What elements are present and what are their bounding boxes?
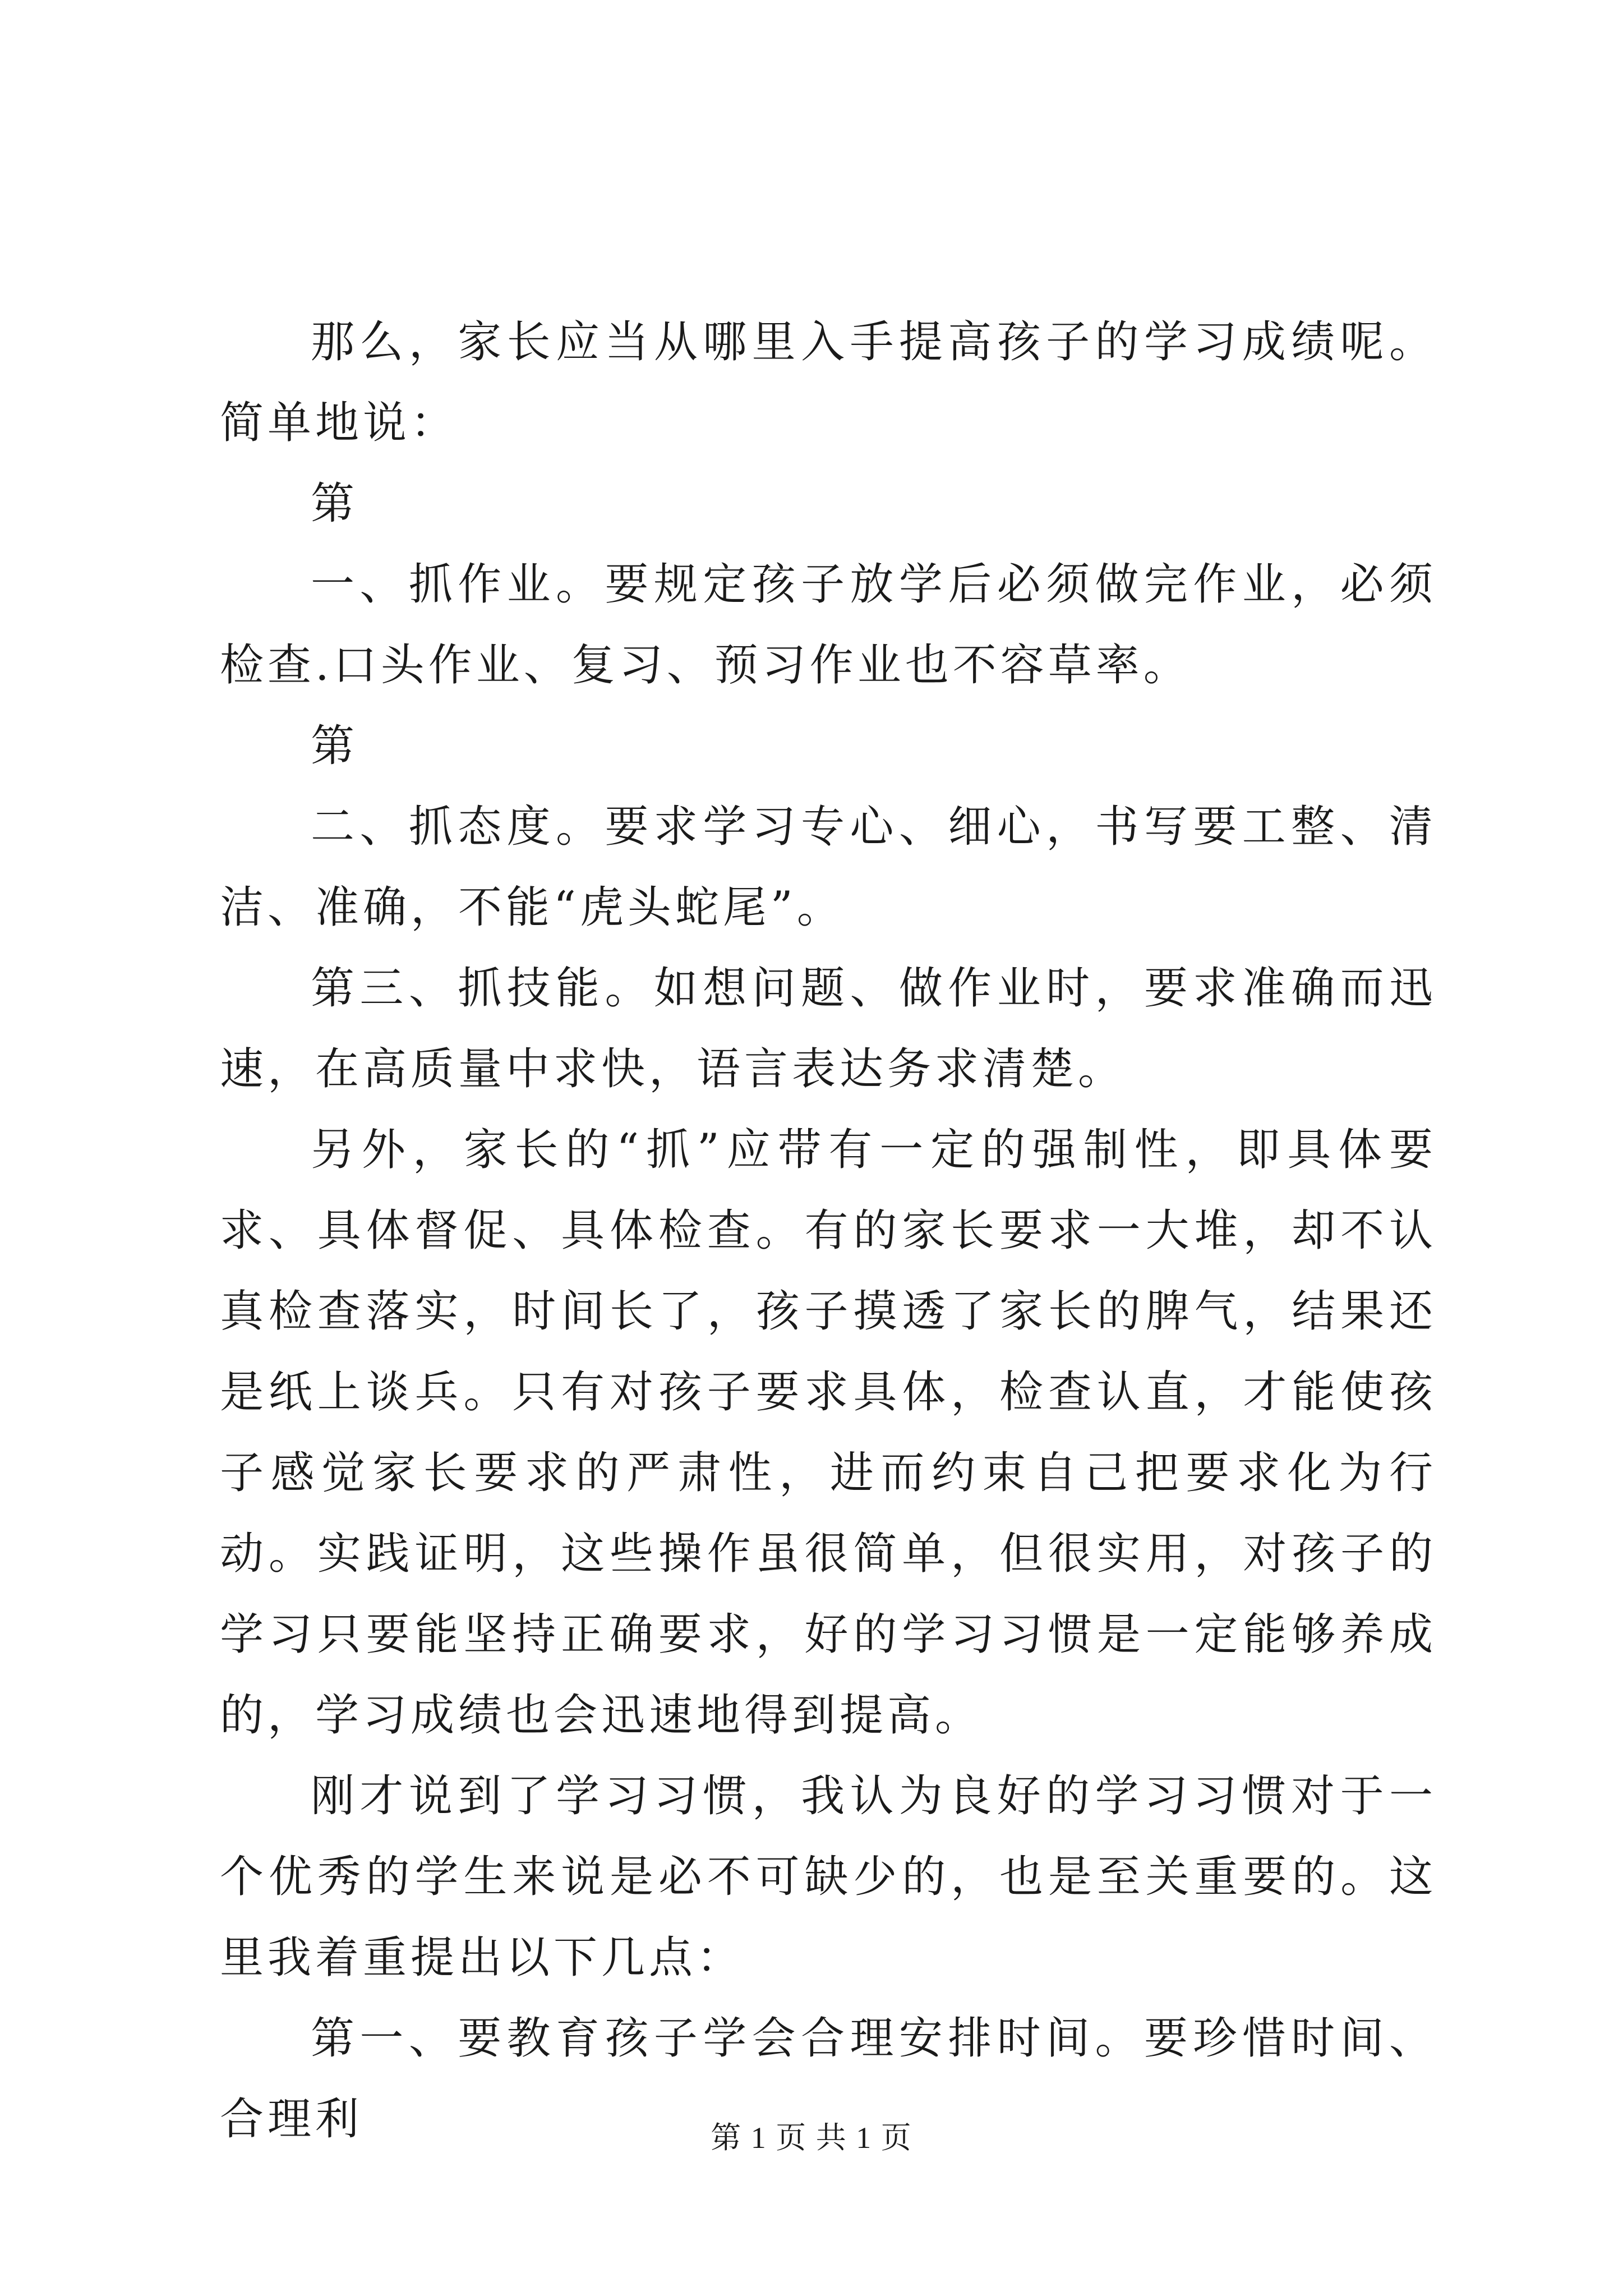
paragraph-skills: 第三、抓技能。如想问题、做作业时，要求准确而迅速，在高质量中求快，语言表达务求清楚。 — [220, 963, 1437, 1094]
paragraph-intro: 那么，家长应当从哪里入手提高孩子的学习成绩呢。简单地说： — [220, 317, 1437, 448]
page-footer: 第 1 页 共 1 页 — [711, 2121, 912, 2155]
paragraph-ordinal-second: 第 — [311, 721, 359, 771]
paragraph-time-management: 第一、要教育孩子学会合理安排时间。要珍惜时间、合理利 — [220, 2013, 1437, 2145]
paragraph-habits: 刚才说到了学习习惯，我认为良好的学习习惯对于一个优秀的学生来说是必不可缺少的，也是至关重要的。这里我着重提出以下几点： — [220, 1771, 1437, 1983]
paragraph-ordinal-first: 第 — [311, 478, 359, 529]
paragraph-enforcement: 另外，家长的“抓”应带有一定的强制性，即具体要求、具体督促、具体检查。有的家长要求一大堆，却不认真检查落实，时间长了，孩子摸透了家长的脾气，结果还是纸上谈兵。只有对孩子要求具体，检查认直，才能使孩子感觉家长要求的严肃性，进而约束自己把要求化为行动。实践证明，这些操作虽很简单，但很实用，对孩子的学习只要能坚持正确要求，好的学习习惯是一定能够养成的，学习成绩也会迅速地得到提高。 — [220, 1125, 1437, 1741]
document-body — [220, 302, 1437, 2160]
paragraph-homework: 一、抓作业。要规定孩子放学后必须做完作业，必须检查.口头作业、复习、预习作业也不容草率。 — [220, 559, 1437, 691]
paragraph-attitude: 二、抓态度。要求学习专心、细心，书写要工整、清洁、准确，不能“虎头蛇尾”。 — [220, 802, 1437, 933]
